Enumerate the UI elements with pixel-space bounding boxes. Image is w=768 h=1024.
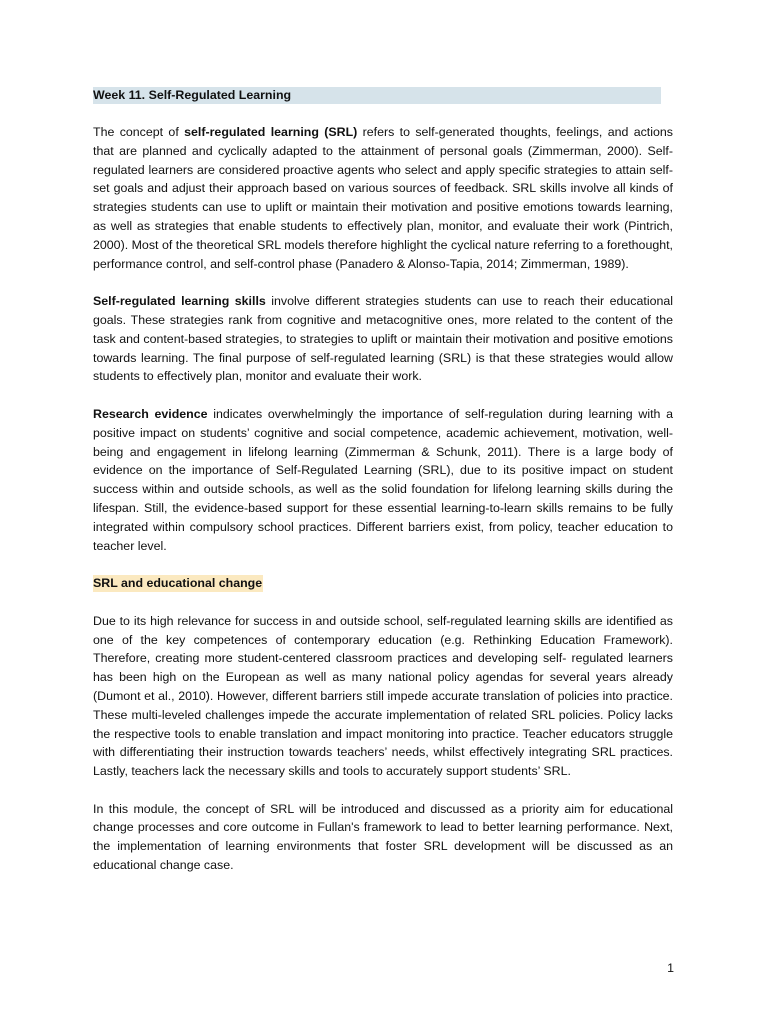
para2-bold-term: Self-regulated learning skills [93,294,266,309]
paragraph-research-evidence [93,405,673,555]
para1-lead: The concept of [93,125,185,139]
page-number: 1 [667,961,674,975]
para1-bold-term: self-regulated learning (SRL) [184,125,358,139]
para3-body: indicates overwhelmingly the importance of self-regulation during learning with a positive impact on students’ cognitive and social competence, academic achievement, motivation, well-being and engagement in lifelong learning (Zimmerman & Schunk, 2011). There is a large body of evidence on the importance of Self-Regulated Learning (SRL), due to its positive impact on student success within and outside schools, as well as the solid foundation for lifelong learning skills during the lifespan. Still, the evidence-based support for these essential learning-to-learn skills remains to be fully integrated within compulsory school practices. Different barriers exist, from policy, teacher education to teacher level. [93,406,674,553]
week-heading: Week 11. Self-Regulated Learning [93,87,661,104]
para3-bold-term: Research evidence [93,406,208,421]
subheading-srl-change: SRL and educational change [93,576,263,591]
paragraph-educational-change: Due to its high relevance for success in and outside school, self-regulated learning skills are identified as one of the key competences of contemporary education (e.g. Rethinking Education Framework). Therefore, creating more student-centered classroom practices and developing self- regulated learners has been high on the European as well as many national policy agendas for several years already (Dumont et al., 2010). However, different barriers still impede accurate translation of policies into practice. These multi-leveled challenges impede the accurate implementation of related SRL policies. Policy lacks the respective tools to enable translation and impact monitoring into practice. Teacher educators struggle with differentiating their instruction towards teachers’ needs, whilst effectively integrating SRL practices. Lastly, teachers lack the necessary skills and tools to accurately support students’ SRL. [93,613,673,779]
para2-body: involve different strategies students can use to reach their educational goals. These strategies rank from cognitive and metacognitive ones, more related to the content of the task and content-based strategies, to strategies to uplift or maintain their motivation and positive emotions towards learning. The final purpose of self-regulated learning (SRL) is that these strategies would allow students to effectively plan, monitor and evaluate their work. [93,294,674,384]
paragraph-srl-concept [93,123,673,273]
para1-body: refers to self-generated thoughts, feelings, and actions that are planned and cyclically adapted to the attainment of personal goals (Zimmerman, 2000). Self-regulated learners are considered proactive agents who select and apply specific strategies to attain self-set goals and adjust their approach based on various sources of feedback. SRL skills involve all kinds of strategies students can use to uplift or maintain their motivation and positive emotions towards learning, as well as strategies that enable students to effectively plan, monitor, and evaluate their work (Pintrich, 2000). Most of the theoretical SRL models therefore highlight the cyclical nature referring to a forethought, performance control, and self-control phase (Panadero & Alonso-Tapia, 2014; Zimmerman, 1989). [93,125,673,271]
paragraph-srl-skills [93,292,673,386]
document-page [93,87,673,894]
subheading-row [93,574,673,593]
paragraph-module-intro: In this module, the concept of SRL will be introduced and discussed as a priority aim for educational change processes and core outcome in Fullan's framework to lead to better learning performance. Next, the implementation of learning environments that foster SRL development will be discussed as an educational change case. [93,801,673,873]
